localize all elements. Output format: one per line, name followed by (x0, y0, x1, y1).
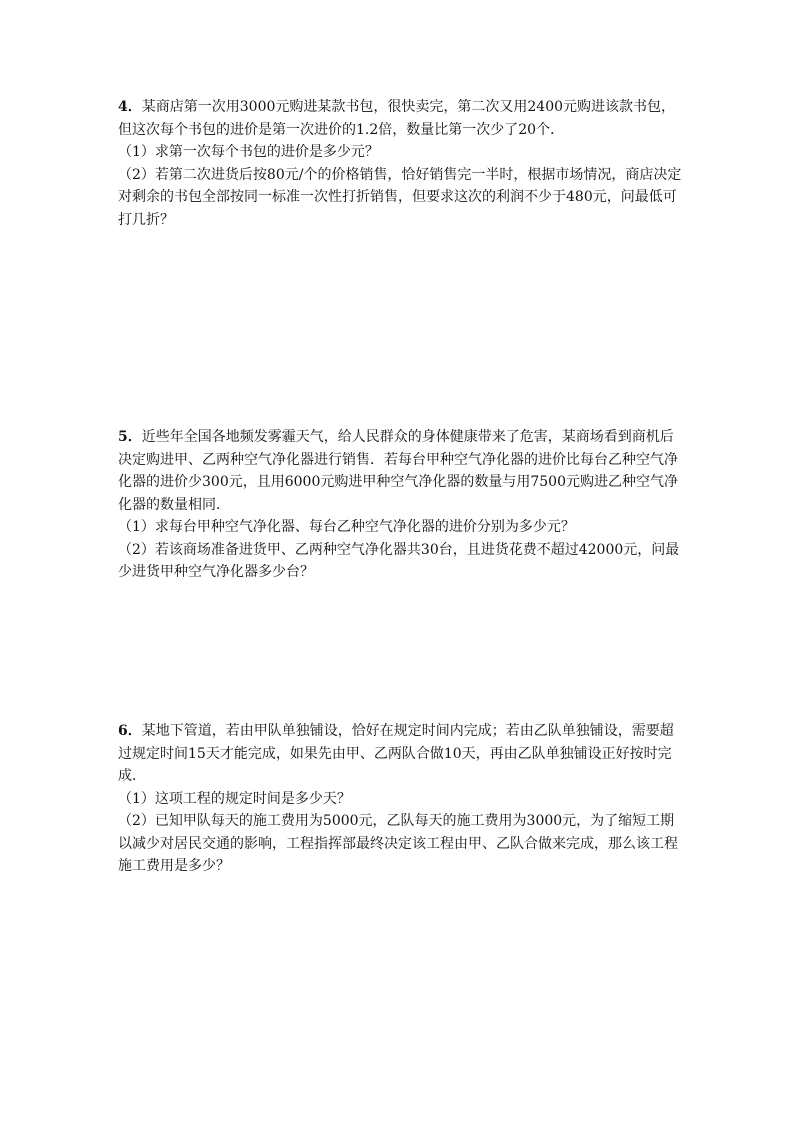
problem-part-1: （1）求每台甲种空气净化器、每台乙种空气净化器的进价分别为多少元？ (118, 519, 575, 535)
problem-part-2: （2）若第二次进货后按80元/个的价格销售，恰好销售完一半时，根据市场情况，商店决定对剩余的书包全部按同一标准一次性打折销售，但要求这次的利润不少于480元，问最低可打几折？ (118, 166, 682, 228)
problem-stem (118, 96, 684, 141)
problem-stem-text: 近些年全国各地频发雾霾天气，给人民群众的身体健康带来了危害，某商场看到商机后决定购进甲、乙两种空气净化器进行销售．若每台甲种空气净化器的进价比每台乙种空气净化器的进价少300元，且用6000元购进甲种空气净化器的数量与用7500元购进乙种空气净化器的数量相同． (118, 429, 678, 513)
problem-stem (118, 426, 684, 516)
problem-stem-text: 某地下管道，若由甲队单独铺设，恰好在规定时间内完成；若由乙队单独铺设，需要超过规定时间15天才能完成，如果先由甲、乙两队合做10天，再由乙队单独铺设正好按时完成． (118, 723, 674, 784)
problem-number: 5． (118, 429, 142, 445)
problem-part-1: （1）求第一次每个书包的进价是多少元？ (118, 144, 379, 160)
problem-5 (118, 426, 684, 584)
problem-part-2: （2）若该商场准备进货甲、乙两种空气净化器共30台，且进货花费不超过42000元，问最少进货甲种空气净化器多少台？ (118, 541, 680, 580)
problem-6 (118, 720, 684, 878)
problem-stem (118, 720, 684, 788)
problem-number: 4． (118, 99, 142, 115)
problem-part-2: （2）已知甲队每天的施工费用为5000元，乙队每天的施工费用为3000元，为了缩短工期以减少对居民交通的影响，工程指挥部最终决定该工程由甲、乙队合做来完成，那么该工程施工费用是多少？ (118, 813, 678, 874)
problem-stem-text: 某商店第一次用3000元购进某款书包，很快卖完，第二次又用2400元购进该款书包，但这次每个书包的进价是第一次进价的1.2倍，数量比第一次少了20个． (118, 99, 676, 138)
problem-part-1: （1）这项工程的规定时间是多少天？ (118, 790, 351, 807)
problem-number: 6． (118, 723, 142, 739)
problem-4 (118, 96, 684, 231)
